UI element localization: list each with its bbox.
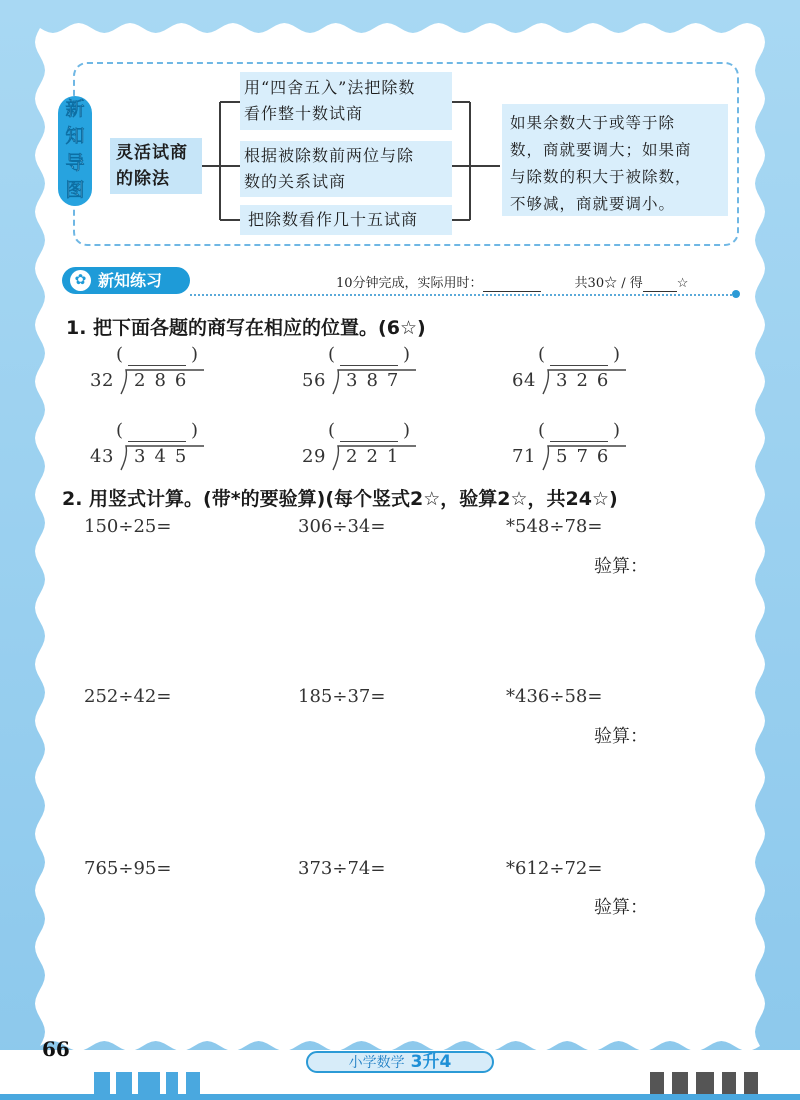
time-and-score-line: 10分钟完成，实际用时： 共30☆ / 得 ☆: [336, 276, 689, 291]
dividend: 576: [556, 446, 618, 467]
dividend: 326: [556, 370, 618, 391]
dividend: 221: [346, 446, 408, 467]
calc-expression: *436÷58=: [506, 686, 603, 707]
divisor: 29: [302, 446, 326, 467]
quotient-blank[interactable]: ( ): [328, 420, 410, 441]
calc-expression: 185÷37=: [298, 686, 386, 707]
side-char: 知: [65, 125, 85, 147]
long-division-problem: [90, 344, 210, 400]
long-division-problem: [302, 344, 422, 400]
new-knowledge-map-label: [58, 96, 92, 206]
score-blank[interactable]: [643, 276, 677, 292]
calc-expression: 150÷25=: [84, 516, 172, 537]
book-title-pill: [306, 1051, 494, 1073]
subject-label: 小学数学: [348, 1055, 405, 1071]
time-blank[interactable]: [483, 276, 541, 292]
long-division-problem: [512, 420, 632, 476]
dividend: 286: [134, 370, 196, 391]
divider-dot: [732, 290, 740, 298]
quotient-blank[interactable]: ( ): [116, 344, 198, 365]
question-1-title: 1. 把下面各题的商写在相应的位置。(6☆): [66, 317, 426, 339]
verify-label: 验算：: [594, 726, 648, 747]
quotient-blank[interactable]: ( ): [538, 344, 620, 365]
section-badge: ✿ 新知练习: [62, 267, 190, 294]
adjustment-rule-node: 如果余数大于或等于除 数，商就要调大；如果商 与除数的积大于被除数， 不够减，商就要调小。: [502, 104, 728, 216]
main-topic-node: 灵活试商 的除法: [110, 138, 202, 194]
calc-expression: *612÷72=: [506, 858, 603, 879]
page-number: 66: [42, 1037, 70, 1061]
dotted-divider: [190, 294, 736, 296]
divisor: 56: [302, 370, 326, 391]
quotient-blank[interactable]: ( ): [328, 344, 410, 365]
calc-expression: 765÷95=: [84, 858, 172, 879]
method-node-first-two-digits: 根据被除数前两位与除 数的关系试商: [240, 141, 452, 197]
side-char: 图: [65, 179, 85, 201]
grade-label: 3升4: [410, 1052, 452, 1072]
dividend: 345: [134, 446, 196, 467]
long-division-problem: [512, 344, 632, 400]
footer-baseline: [0, 1094, 800, 1100]
calc-expression: *548÷78=: [506, 516, 603, 537]
verify-label: 验算：: [594, 556, 648, 577]
calc-expression: 373÷74=: [298, 858, 386, 879]
calc-expression: 252÷42=: [84, 686, 172, 707]
method-node-rounding: 用“四舍五入”法把除数 看作整十数试商: [240, 72, 452, 130]
side-char: 导: [65, 152, 85, 174]
quotient-blank[interactable]: ( ): [116, 420, 198, 441]
divisor: 71: [512, 446, 536, 467]
verify-label: 验算：: [594, 897, 648, 918]
long-division-problem: [90, 420, 210, 476]
divisor: 32: [90, 370, 114, 391]
divisor: 64: [512, 370, 536, 391]
long-division-problem: [302, 420, 422, 476]
quotient-blank[interactable]: ( ): [538, 420, 620, 441]
question-2-title: 2. 用竖式计算。(带*的要验算)(每个竖式2☆，验算2☆，共24☆): [62, 488, 618, 510]
method-node-fifteen: 把除数看作几十五试商: [240, 205, 452, 235]
dividend: 387: [346, 370, 408, 391]
medal-icon: ✿: [70, 270, 91, 291]
divisor: 43: [90, 446, 114, 467]
side-char: 新: [65, 98, 85, 120]
calc-expression: 306÷34=: [298, 516, 386, 537]
